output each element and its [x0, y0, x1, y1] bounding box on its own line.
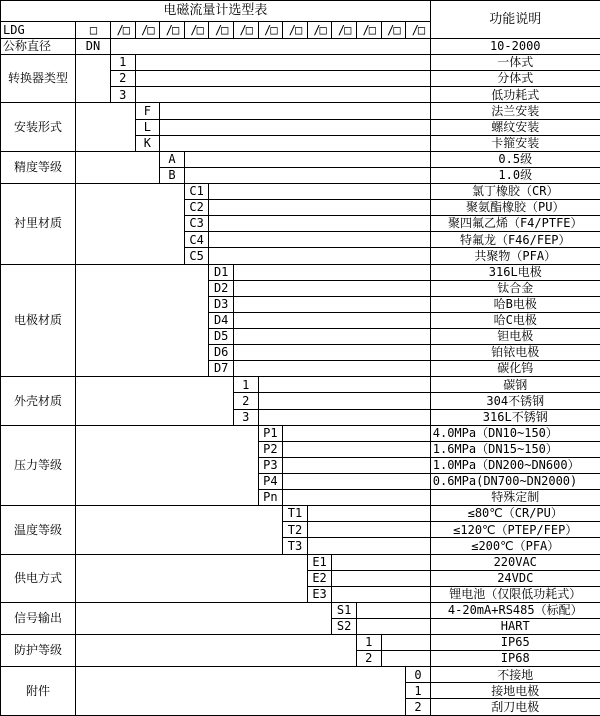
table-row	[1, 151, 600, 167]
empty-cell	[76, 55, 111, 103]
empty-cell	[160, 135, 431, 151]
table-row	[1, 264, 600, 280]
empty-cell	[135, 87, 430, 103]
header-row-title	[1, 1, 600, 22]
empty-cell	[233, 328, 430, 344]
empty-cell	[76, 506, 283, 554]
table-row	[1, 103, 600, 119]
option-code: Pn	[258, 490, 283, 506]
option-desc: 刮刀电极	[430, 699, 600, 716]
empty-cell	[381, 651, 430, 667]
option-code: D6	[209, 345, 234, 361]
option-desc: 4.0MPa（DN10~150）	[430, 425, 600, 441]
option-desc: 聚四氟乙烯（F4/PTFE）	[430, 216, 600, 232]
category-label: 安装形式	[1, 103, 76, 151]
option-desc: 1.0级	[430, 167, 600, 183]
empty-cell	[233, 361, 430, 377]
model-slot: /□	[356, 22, 381, 39]
empty-cell	[76, 264, 209, 377]
empty-cell	[307, 538, 430, 554]
option-desc: 法兰安装	[430, 103, 600, 119]
empty-cell	[76, 425, 259, 506]
option-code: 1	[356, 635, 381, 651]
option-code: DN	[76, 39, 111, 55]
table-row	[1, 39, 600, 55]
option-code: T3	[283, 538, 308, 554]
option-desc: ≤200℃（PFA）	[430, 538, 600, 554]
category-label: 精度等级	[1, 151, 76, 183]
option-code: F	[135, 103, 160, 119]
empty-cell	[356, 618, 430, 634]
option-code: B	[160, 167, 185, 183]
option-desc: 锂电池（仅限低功耗式）	[430, 586, 600, 602]
option-desc: 不接地	[430, 667, 600, 683]
option-code: E2	[307, 570, 332, 586]
option-desc: ≤120℃（PTEP/FEP）	[430, 522, 600, 538]
empty-cell	[283, 473, 431, 489]
empty-cell	[160, 119, 431, 135]
option-code: 3	[233, 409, 258, 425]
option-desc: 铂铱电极	[430, 345, 600, 361]
empty-cell	[283, 441, 431, 457]
empty-cell	[258, 409, 430, 425]
empty-cell	[76, 602, 332, 634]
model-slot: /□	[332, 22, 357, 39]
option-desc: 0.5级	[430, 151, 600, 167]
option-desc: 卡箍安装	[430, 135, 600, 151]
empty-cell	[356, 602, 430, 618]
option-code: 2	[356, 651, 381, 667]
model-slot: /□	[135, 22, 160, 39]
empty-cell	[233, 264, 430, 280]
empty-cell	[76, 103, 136, 151]
option-code: A	[160, 151, 185, 167]
option-desc: 220VAC	[430, 554, 600, 570]
category-label: 电极材质	[1, 264, 76, 377]
option-code: D1	[209, 264, 234, 280]
model-slot: /□	[209, 22, 234, 39]
empty-cell	[184, 151, 430, 167]
option-code: 2	[111, 71, 136, 87]
empty-cell	[332, 570, 430, 586]
option-code: 1	[111, 55, 136, 71]
option-code: P3	[258, 457, 283, 473]
empty-cell	[209, 232, 430, 248]
option-desc: 1.6MPa（DN15~150）	[430, 441, 600, 457]
option-code: P4	[258, 473, 283, 489]
option-desc: 304不锈钢	[430, 393, 600, 409]
empty-cell	[307, 522, 430, 538]
table-row	[1, 667, 600, 683]
option-desc: 24VDC	[430, 570, 600, 586]
option-desc: 聚氨酯橡胶（PU）	[430, 200, 600, 216]
empty-cell	[283, 490, 431, 506]
option-desc: 共聚物（PFA）	[430, 248, 600, 264]
page-title: 电磁流量计选型表	[1, 1, 431, 22]
option-code: D4	[209, 312, 234, 328]
option-code: C3	[184, 216, 209, 232]
option-desc: 316L电极	[430, 264, 600, 280]
option-desc: HART	[430, 618, 600, 634]
empty-cell	[76, 377, 234, 425]
empty-cell	[76, 635, 357, 667]
category-label: 防护等级	[1, 635, 76, 667]
option-code: C4	[184, 232, 209, 248]
option-code: E1	[307, 554, 332, 570]
option-code: C5	[184, 248, 209, 264]
option-code: T1	[283, 506, 308, 522]
option-code: S1	[332, 602, 357, 618]
category-label: 温度等级	[1, 506, 76, 554]
model-slot: /□	[283, 22, 308, 39]
option-desc: 碳化钨	[430, 361, 600, 377]
empty-cell	[332, 554, 430, 570]
empty-cell	[283, 425, 431, 441]
option-code: 0	[406, 667, 431, 683]
empty-cell	[209, 216, 430, 232]
option-code: E3	[307, 586, 332, 602]
option-desc: ≤80℃（CR/PU）	[430, 506, 600, 522]
empty-cell	[381, 635, 430, 651]
option-code: P2	[258, 441, 283, 457]
model-base-slot: □	[76, 22, 111, 39]
model-slot: /□	[111, 22, 136, 39]
empty-cell	[160, 103, 431, 119]
empty-cell	[111, 39, 431, 55]
empty-cell	[233, 280, 430, 296]
table-row	[1, 554, 600, 570]
option-code: 2	[233, 393, 258, 409]
function-column-header: 功能说明	[430, 1, 600, 39]
empty-cell	[258, 393, 430, 409]
option-code: S2	[332, 618, 357, 634]
empty-cell	[135, 55, 430, 71]
empty-cell	[233, 312, 430, 328]
option-code: 2	[406, 699, 431, 716]
option-desc: 分体式	[430, 71, 600, 87]
option-code: C1	[184, 183, 209, 199]
option-desc: 1.0MPa（DN200~DN600）	[430, 457, 600, 473]
empty-cell	[209, 200, 430, 216]
option-desc: 10-2000	[430, 39, 600, 55]
model-slot: /□	[160, 22, 185, 39]
option-desc: 钛合金	[430, 280, 600, 296]
option-code: T2	[283, 522, 308, 538]
table-row	[1, 377, 600, 393]
option-desc: 钽电极	[430, 328, 600, 344]
option-code: 1	[406, 683, 431, 699]
option-code: K	[135, 135, 160, 151]
option-code: L	[135, 119, 160, 135]
empty-cell	[184, 167, 430, 183]
option-desc: 一体式	[430, 55, 600, 71]
model-slot: /□	[307, 22, 332, 39]
empty-cell	[76, 183, 185, 264]
category-label: 衬里材质	[1, 183, 76, 264]
empty-cell	[233, 296, 430, 312]
option-desc: IP65	[430, 635, 600, 651]
model-slot: /□	[184, 22, 209, 39]
empty-cell	[76, 554, 308, 602]
option-desc: 特殊定制	[430, 490, 600, 506]
option-desc: 螺纹安装	[430, 119, 600, 135]
option-code: C2	[184, 200, 209, 216]
empty-cell	[76, 667, 406, 716]
category-label: 信号输出	[1, 602, 76, 634]
option-desc: 哈B电极	[430, 296, 600, 312]
empty-cell	[332, 586, 430, 602]
empty-cell	[283, 457, 431, 473]
category-label: 转换器类型	[1, 55, 76, 103]
table-row	[1, 55, 600, 71]
model-slot: /□	[406, 22, 431, 39]
option-code: D2	[209, 280, 234, 296]
option-code: D5	[209, 328, 234, 344]
category-label: 外壳材质	[1, 377, 76, 425]
option-desc: 哈C电极	[430, 312, 600, 328]
option-desc: IP68	[430, 651, 600, 667]
empty-cell	[209, 248, 430, 264]
option-code: D7	[209, 361, 234, 377]
table-row	[1, 635, 600, 651]
empty-cell	[209, 183, 430, 199]
option-code: 3	[111, 87, 136, 103]
option-desc: 低功耗式	[430, 87, 600, 103]
option-code: D3	[209, 296, 234, 312]
model-slot: /□	[381, 22, 406, 39]
table-row	[1, 602, 600, 618]
empty-cell	[307, 506, 430, 522]
option-desc: 碳钢	[430, 377, 600, 393]
option-code: P1	[258, 425, 283, 441]
table-row	[1, 425, 600, 441]
category-label: 附件	[1, 667, 76, 716]
option-desc: 4-20mA+RS485（标配）	[430, 602, 600, 618]
model-slot: /□	[258, 22, 283, 39]
option-desc: 接地电极	[430, 683, 600, 699]
empty-cell	[135, 71, 430, 87]
empty-cell	[258, 377, 430, 393]
option-desc: 316L不锈钢	[430, 409, 600, 425]
table-row	[1, 183, 600, 199]
empty-cell	[233, 345, 430, 361]
category-label: 压力等级	[1, 425, 76, 506]
model-prefix: LDG	[1, 22, 76, 39]
table-row	[1, 506, 600, 522]
option-desc: 0.6MPa(DN700~DN2000)	[430, 473, 600, 489]
option-code: 1	[233, 377, 258, 393]
category-label: 公称直径	[1, 39, 76, 55]
category-label: 供电方式	[1, 554, 76, 602]
empty-cell	[76, 151, 160, 183]
model-slot: /□	[233, 22, 258, 39]
option-desc: 氯丁橡胶（CR）	[430, 183, 600, 199]
option-desc: 特氟龙（F46/FEP）	[430, 232, 600, 248]
